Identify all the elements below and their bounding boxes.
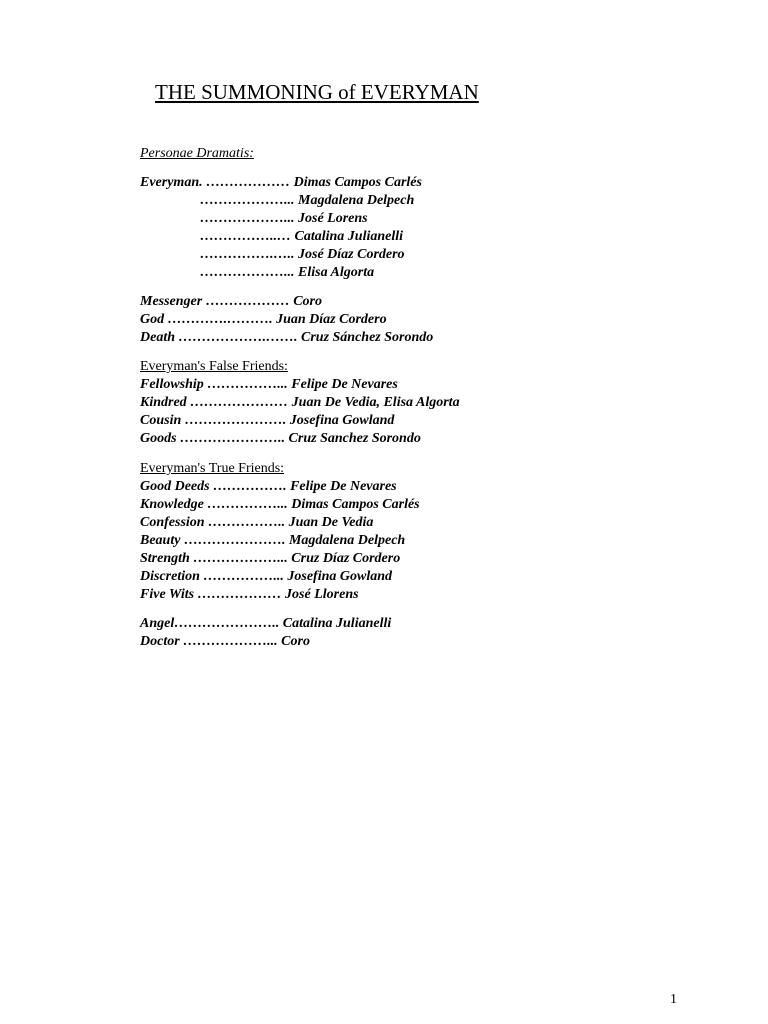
cast-main-list: [140, 174, 422, 282]
cast-line: Beauty …………………. Magdalena Delpech: [140, 533, 406, 548]
cast-line: Goods ………………….. Cruz Sanchez Sorondo: [140, 431, 421, 446]
cast-line: ………………... José Lorens: [200, 211, 368, 226]
personae-dramatis-label: Personae Dramatis:: [140, 146, 254, 161]
cast-others-list: [140, 293, 433, 347]
cast-line: Good Deeds ……………. Felipe De Nevares: [140, 479, 397, 494]
cast-line: Fellowship ……………... Felipe De Nevares: [140, 377, 398, 392]
others-list: [140, 615, 391, 651]
cast-line: Messenger ……………… Coro: [140, 294, 323, 309]
true-friends-label: Everyman's True Friends:: [140, 461, 285, 476]
cast-line: ……………..… Catalina Julianelli: [200, 229, 404, 244]
cast-line: Five Wits ……………… José Llorens: [140, 587, 359, 602]
cast-line: Death ……………….……. Cruz Sánchez Sorondo: [140, 330, 434, 345]
cast-line: Kindred ………………… Juan De Vedia, Elisa Algorta: [140, 395, 460, 410]
true-friends-list: [140, 478, 420, 604]
document-title: THE SUMMONING of EVERYMAN: [155, 80, 479, 104]
cast-line: Cousin …………………. Josefina Gowland: [140, 413, 395, 428]
cast-line: Angel………………….. Catalina Julianelli: [140, 616, 392, 631]
page-number: 1: [670, 992, 677, 1007]
cast-line: Confession …………….. Juan De Vedia: [140, 515, 374, 530]
false-friends-label: Everyman's False Friends:: [140, 359, 288, 374]
cast-line: Everyman. ……………… Dimas Campos Carlés: [140, 175, 422, 190]
cast-line: Discretion ……………... Josefina Gowland: [140, 569, 393, 584]
cast-line: God ………….………. Juan Díaz Cordero: [140, 312, 387, 327]
cast-line: Strength ………………... Cruz Díaz Cordero: [140, 551, 401, 566]
cast-line: ………………... Elisa Algorta: [200, 265, 375, 280]
false-friends-list: [140, 376, 460, 448]
cast-line: Knowledge ……………... Dimas Campos Carlés: [140, 497, 420, 512]
cast-line: Doctor ………………... Coro: [140, 634, 310, 649]
cast-line: ………………... Magdalena Delpech: [200, 193, 415, 208]
cast-line: …………….….. José Díaz Cordero: [200, 247, 405, 262]
